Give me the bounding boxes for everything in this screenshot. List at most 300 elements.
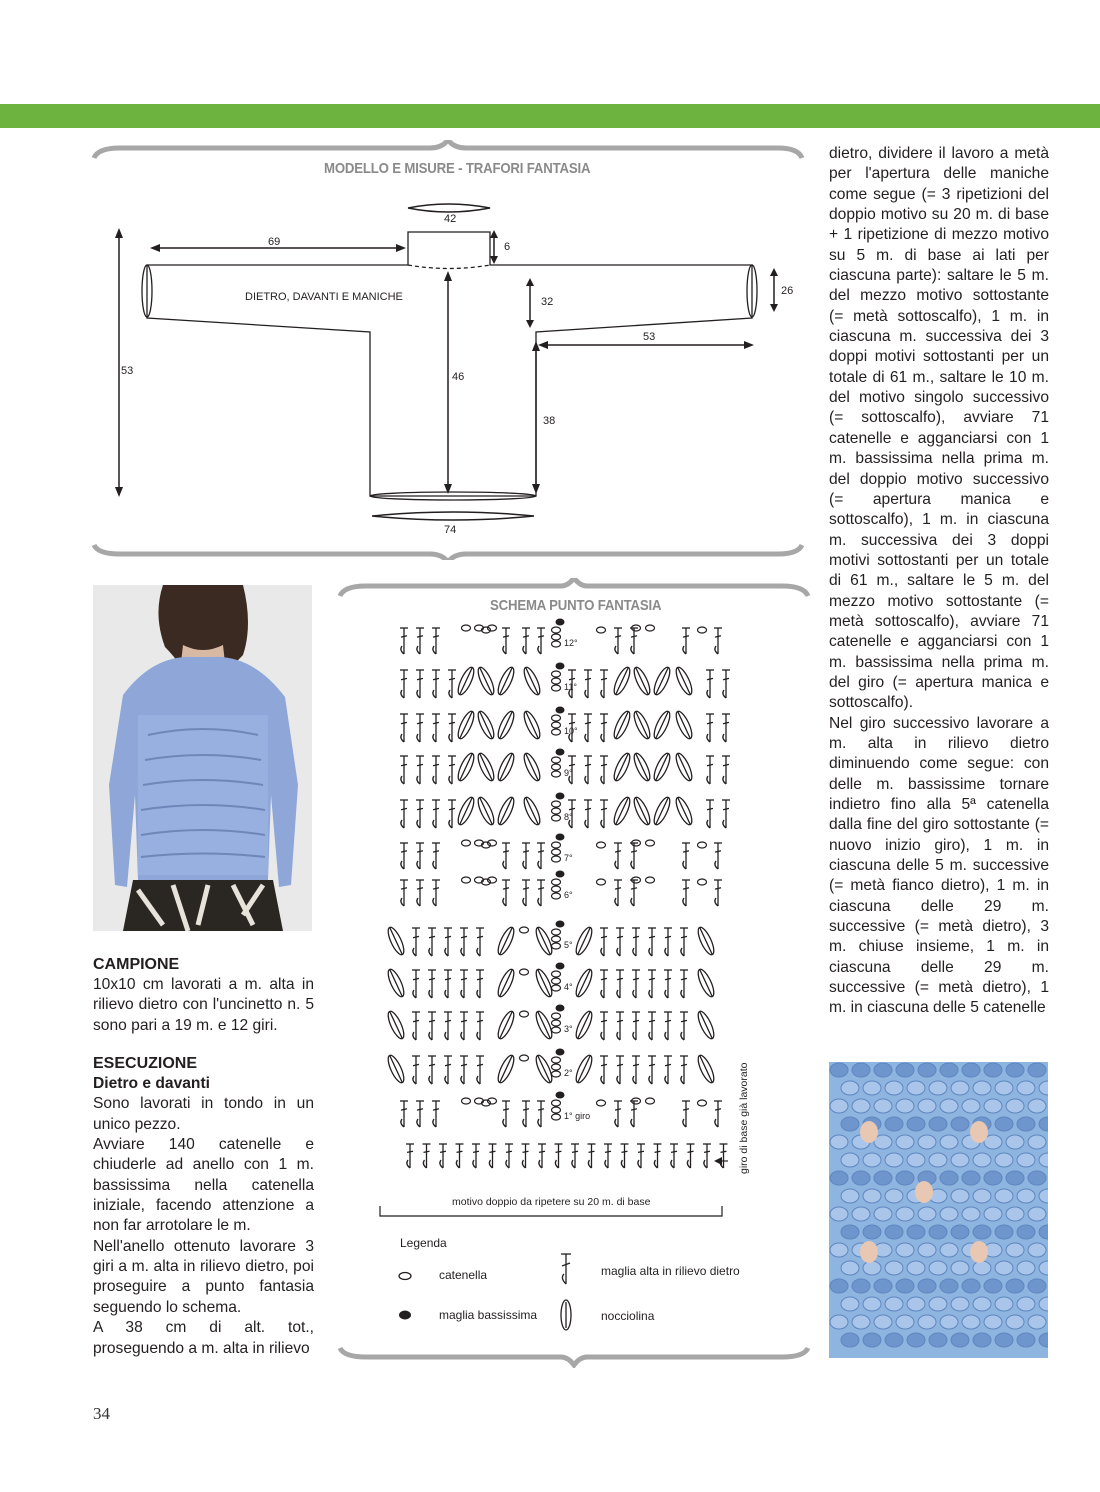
puff-symbol bbox=[651, 795, 673, 826]
swatch-stitch bbox=[984, 1099, 1002, 1113]
exec-para-1: Sono lavorati in tondo in un unico pezzo. bbox=[93, 1095, 314, 1133]
swatch-stitch bbox=[918, 1135, 936, 1149]
stitch-symbol bbox=[502, 880, 510, 906]
puff-symbol bbox=[631, 795, 653, 826]
puff-symbol bbox=[495, 665, 517, 696]
stitch-symbol bbox=[632, 928, 640, 956]
swatch-stitch bbox=[907, 1225, 925, 1239]
chain-symbol bbox=[552, 929, 561, 935]
slip-symbol bbox=[556, 871, 565, 878]
stitch-symbol bbox=[682, 1101, 690, 1127]
campione-text: 10x10 cm lavorati a m. alta in rilievo dietro con l'uncinetto n. 5 sono pari a 19 m. e 12 giri. bbox=[93, 976, 314, 1034]
puff-symbol bbox=[631, 709, 653, 740]
stitch-symbol bbox=[632, 1056, 640, 1084]
stitch-symbol bbox=[654, 1144, 662, 1168]
stitch-symbol bbox=[614, 843, 622, 869]
swatch-stitch bbox=[984, 1279, 1002, 1293]
swatch-stitch bbox=[852, 1315, 870, 1329]
puff-symbol bbox=[651, 709, 673, 740]
swatch-stitch bbox=[973, 1261, 991, 1275]
stitch-symbol bbox=[448, 714, 456, 742]
stitch-symbol bbox=[722, 670, 730, 698]
swatch-stitch bbox=[896, 1099, 914, 1113]
row-label: 3° bbox=[564, 1024, 573, 1034]
chain-symbol bbox=[552, 715, 561, 721]
swatch-stitch bbox=[885, 1153, 903, 1167]
stitch-symbol bbox=[687, 1144, 695, 1168]
stitch-symbol bbox=[714, 1101, 722, 1127]
stitch-symbol bbox=[714, 628, 722, 654]
stitch-symbol bbox=[428, 970, 436, 998]
stitch-symbol bbox=[400, 880, 408, 906]
swatch-stitch bbox=[1028, 1279, 1046, 1293]
swatch-stitch bbox=[984, 1207, 1002, 1221]
swatch-stitch bbox=[874, 1063, 892, 1077]
measure-sleeve-top: 69 bbox=[268, 236, 281, 248]
swatch-stitch bbox=[973, 1189, 991, 1203]
chain-symbol bbox=[552, 936, 561, 942]
stitch-symbol bbox=[416, 843, 424, 869]
swatch-stitch bbox=[973, 1153, 991, 1167]
swatch-stitch bbox=[830, 1315, 848, 1329]
measure-sleeve-end: 26 bbox=[781, 285, 794, 297]
stitch-symbol bbox=[722, 800, 730, 828]
chain-symbol bbox=[520, 927, 529, 933]
stitch-symbol bbox=[432, 670, 440, 698]
puff-symbol bbox=[533, 1053, 555, 1084]
swatch-stitch bbox=[951, 1189, 969, 1203]
stitch-symbol bbox=[600, 1056, 608, 1084]
swatch-stitch bbox=[918, 1315, 936, 1329]
chain-symbol bbox=[646, 840, 655, 846]
swatch-stitch bbox=[896, 1207, 914, 1221]
stitch-symbol bbox=[648, 1056, 656, 1084]
swatch-stitch bbox=[852, 1171, 870, 1185]
swatch-stitch bbox=[863, 1189, 881, 1203]
swatch-stitch bbox=[929, 1225, 947, 1239]
swatch-stitch bbox=[973, 1333, 991, 1347]
chain-symbol bbox=[597, 627, 606, 633]
stitch-symbol bbox=[664, 928, 672, 956]
chain-symbol bbox=[552, 801, 561, 807]
puff-symbol bbox=[533, 1009, 555, 1040]
stitch-symbol bbox=[400, 670, 408, 698]
section-subtitle: Dietro e davanti bbox=[93, 1075, 210, 1093]
chain-symbol bbox=[552, 893, 561, 899]
puff-symbol bbox=[611, 795, 633, 826]
stitch-symbol bbox=[456, 1144, 464, 1168]
slip-symbol bbox=[556, 619, 565, 626]
puff-symbol bbox=[673, 751, 695, 782]
stitch-symbol bbox=[476, 1056, 484, 1084]
row-label: 2° bbox=[564, 1068, 573, 1078]
swatch-stitch bbox=[907, 1117, 925, 1131]
legend-title: Legenda bbox=[400, 1236, 447, 1250]
chain-symbol bbox=[552, 971, 561, 977]
stitch-symbol bbox=[412, 1012, 420, 1040]
puff-symbol bbox=[495, 1053, 517, 1084]
stitch-symbol bbox=[614, 880, 622, 906]
stitch-symbol bbox=[522, 628, 530, 654]
stitch-symbol bbox=[722, 756, 730, 784]
puff-symbol bbox=[673, 709, 695, 740]
right-para-2: Nel giro successivo lavorare a m. alta in rilievo dietro diminuendo come segue: con delle m. bassissime tornare indietro fino alla 5ª catenella dalla fine del giro sottostante (= nuovo inizio giro), 1 m. in ciascuna delle 5 m. successive (= metà fianco dietro), 1 m. in ciascuna delle 29 m. successive (= metà dietro), 3 m. chiuse insieme, 1 m. in ciascuna delle 29 m. successive (= metà dietro), 1 m. in ciascuna delle 5 catenelle bbox=[829, 714, 1049, 1017]
swatch-stitch bbox=[918, 1279, 936, 1293]
chain-symbol bbox=[552, 985, 561, 991]
swatch-stitch bbox=[995, 1117, 1013, 1131]
swatch-stitch bbox=[918, 1063, 936, 1077]
slip-symbol bbox=[556, 749, 565, 756]
swatch-stitch bbox=[973, 1081, 991, 1095]
right-text-column bbox=[829, 144, 1049, 1019]
puff-symbol bbox=[475, 709, 497, 740]
stitch-symbol bbox=[600, 670, 608, 698]
chain-symbol bbox=[552, 722, 561, 728]
swatch-stitch bbox=[962, 1207, 980, 1221]
puff-symbol bbox=[495, 925, 517, 956]
schematic-label: DIETRO, DAVANTI E MANICHE bbox=[245, 291, 403, 303]
swatch-stitch bbox=[1028, 1207, 1046, 1221]
swatch-stitch bbox=[951, 1117, 969, 1131]
stitch-symbol bbox=[632, 1012, 640, 1040]
stitch-symbol bbox=[664, 970, 672, 998]
stitch-symbol bbox=[664, 1012, 672, 1040]
swatch-stitch bbox=[896, 1135, 914, 1149]
chain-symbol bbox=[698, 879, 707, 885]
swatch-eyelet bbox=[860, 1241, 878, 1263]
swatch-eyelet bbox=[970, 1121, 988, 1143]
stitch-symbol bbox=[412, 928, 420, 956]
swatch-stitch bbox=[984, 1315, 1002, 1329]
swatch-stitch bbox=[874, 1099, 892, 1113]
swatch-stitch bbox=[863, 1333, 881, 1347]
legend-fpdc: maglia alta in rilievo dietro bbox=[601, 1264, 740, 1278]
stitch-symbol bbox=[706, 714, 714, 742]
swatch-stitch bbox=[1028, 1243, 1046, 1257]
puff-symbol bbox=[455, 751, 477, 782]
stitch-symbol bbox=[502, 843, 510, 869]
stitch-symbol bbox=[600, 756, 608, 784]
puff-symbol bbox=[695, 1053, 717, 1084]
puff-symbol bbox=[573, 967, 595, 998]
swatch-stitch bbox=[863, 1225, 881, 1239]
swatch-stitch bbox=[907, 1153, 925, 1167]
swatch-stitch bbox=[940, 1315, 958, 1329]
swatch-stitch bbox=[852, 1279, 870, 1293]
swatch-stitch bbox=[896, 1171, 914, 1185]
stitch-symbol bbox=[428, 928, 436, 956]
swatch-stitch bbox=[1006, 1171, 1024, 1185]
puff-symbol bbox=[521, 665, 543, 696]
chain-symbol bbox=[552, 1071, 561, 1077]
row-label: 5° bbox=[564, 940, 573, 950]
puff-symbol bbox=[651, 665, 673, 696]
swatch-stitch bbox=[1006, 1207, 1024, 1221]
puff-symbol bbox=[521, 795, 543, 826]
chain-symbol bbox=[597, 842, 606, 848]
swatch-stitch bbox=[841, 1333, 859, 1347]
swatch-stitch bbox=[995, 1297, 1013, 1311]
stitch-symbol bbox=[432, 628, 440, 654]
chain-symbol bbox=[552, 634, 561, 640]
swatch-stitch bbox=[885, 1261, 903, 1275]
stitch-symbol bbox=[505, 1144, 513, 1168]
swatch-stitch bbox=[962, 1279, 980, 1293]
chain-symbol bbox=[552, 764, 561, 770]
stitch-symbol bbox=[714, 880, 722, 906]
stitch-symbol bbox=[416, 670, 424, 698]
swatch-stitch bbox=[830, 1243, 848, 1257]
stitch-symbol bbox=[555, 1144, 563, 1168]
stitch-symbol bbox=[600, 800, 608, 828]
stitch-symbol bbox=[502, 1101, 510, 1127]
swatch-stitch bbox=[940, 1099, 958, 1113]
swatch-stitch bbox=[951, 1225, 969, 1239]
puff-symbol bbox=[631, 751, 653, 782]
exec-para-3: Nell'anello ottenuto lavorare 3 giri a m. alta in rilievo dietro, poi proseguire a punto fantasia seguendo lo schema. bbox=[93, 1237, 314, 1316]
exec-para-2: Avviare 140 catenelle e chiuderle ad anello con 1 m. bassissima nella catenella iniziale, facendo attenzione a non far arrotolare le m. bbox=[93, 1136, 314, 1235]
swatch-stitch bbox=[1006, 1243, 1024, 1257]
measure-neck-height: 6 bbox=[504, 241, 511, 253]
swatch-stitch bbox=[852, 1099, 870, 1113]
stitch-symbol bbox=[680, 928, 688, 956]
swatch-stitch bbox=[830, 1279, 848, 1293]
stitch-symbol bbox=[537, 1101, 545, 1127]
swatch-stitch bbox=[962, 1063, 980, 1077]
chain-symbol bbox=[597, 1100, 606, 1106]
stitch-symbol bbox=[680, 970, 688, 998]
stitch-symbol bbox=[584, 670, 592, 698]
swatch-stitch bbox=[929, 1153, 947, 1167]
swatch-stitch bbox=[907, 1261, 925, 1275]
puff-symbol bbox=[495, 709, 517, 740]
swatch-stitch bbox=[874, 1279, 892, 1293]
stitch-symbol bbox=[522, 1144, 530, 1168]
stitch-symbol bbox=[460, 1012, 468, 1040]
stitch-symbol bbox=[448, 800, 456, 828]
swatch-stitch bbox=[830, 1099, 848, 1113]
chain-symbol bbox=[552, 685, 561, 691]
stitch-symbol bbox=[416, 756, 424, 784]
swatch-stitch bbox=[1017, 1225, 1035, 1239]
chain-symbol bbox=[552, 943, 561, 949]
slip-symbol bbox=[556, 921, 565, 928]
swatch-stitch bbox=[1017, 1333, 1035, 1347]
puff-symbol bbox=[455, 795, 477, 826]
puff-symbol bbox=[385, 1053, 407, 1084]
stitch-symbol bbox=[400, 1101, 408, 1127]
puff-symbol bbox=[475, 665, 497, 696]
puff-symbol bbox=[521, 751, 543, 782]
swatch-stitch bbox=[863, 1297, 881, 1311]
swatch-stitch bbox=[841, 1297, 859, 1311]
stitch-symbol bbox=[400, 843, 408, 869]
stitch-symbol bbox=[706, 670, 714, 698]
chain-symbol bbox=[552, 671, 561, 677]
chain-symbol bbox=[462, 625, 471, 631]
stitch-symbol bbox=[648, 970, 656, 998]
measure-body-length: 46 bbox=[452, 371, 465, 383]
stitch-symbol bbox=[537, 880, 545, 906]
stitch-symbol bbox=[416, 1101, 424, 1127]
swatch-stitch bbox=[1006, 1279, 1024, 1293]
swatch-stitch bbox=[929, 1081, 947, 1095]
swatch-stitch bbox=[984, 1063, 1002, 1077]
row-label: 8° bbox=[564, 812, 573, 822]
stitch-symbol bbox=[476, 928, 484, 956]
chain-symbol bbox=[646, 1098, 655, 1104]
stitch-symbol bbox=[706, 800, 714, 828]
swatch-stitch bbox=[896, 1063, 914, 1077]
swatch-stitch bbox=[951, 1153, 969, 1167]
chain-symbol bbox=[520, 1055, 529, 1061]
stitch-symbol bbox=[637, 1144, 645, 1168]
swatch-stitch bbox=[940, 1135, 958, 1149]
chain-symbol bbox=[552, 771, 561, 777]
stitch-symbol bbox=[714, 843, 722, 869]
chain-symbol bbox=[646, 877, 655, 883]
swatch-stitch bbox=[929, 1333, 947, 1347]
stitch-symbol bbox=[584, 800, 592, 828]
stitch-symbol bbox=[423, 1144, 431, 1168]
swatch-stitch bbox=[1017, 1153, 1035, 1167]
stitch-symbol bbox=[614, 1101, 622, 1127]
puff-symbol bbox=[533, 967, 555, 998]
stitch-symbol bbox=[432, 800, 440, 828]
stitch-symbol bbox=[584, 714, 592, 742]
chain-symbol bbox=[646, 625, 655, 631]
swatch-stitch bbox=[841, 1225, 859, 1239]
chain-symbol bbox=[552, 729, 561, 735]
stitch-symbol bbox=[448, 756, 456, 784]
swatch-stitch bbox=[995, 1189, 1013, 1203]
swatch-stitch bbox=[962, 1099, 980, 1113]
stitch-symbol bbox=[680, 1012, 688, 1040]
puff-symbol bbox=[533, 925, 555, 956]
stitch-symbol bbox=[460, 1056, 468, 1084]
swatch-stitch bbox=[841, 1153, 859, 1167]
chain-symbol bbox=[552, 815, 561, 821]
slip-symbol bbox=[556, 834, 565, 841]
stitch-symbol bbox=[400, 714, 408, 742]
sweater-photo bbox=[93, 585, 312, 931]
stitch-symbol bbox=[448, 670, 456, 698]
puff-symbol bbox=[495, 751, 517, 782]
measure-hem: 74 bbox=[444, 524, 457, 536]
chain-symbol bbox=[520, 1011, 529, 1017]
slip-symbol bbox=[556, 963, 565, 970]
swatch-stitch bbox=[962, 1171, 980, 1185]
chain-symbol bbox=[552, 808, 561, 814]
chain-symbol bbox=[552, 879, 561, 885]
row-label: 4° bbox=[564, 982, 573, 992]
chain-symbol bbox=[552, 849, 561, 855]
slip-symbol bbox=[556, 1005, 565, 1012]
stitch-symbol bbox=[630, 628, 638, 654]
stitch-symbol bbox=[621, 1144, 629, 1168]
slip-symbol bbox=[556, 663, 565, 670]
swatch-stitch bbox=[1028, 1099, 1046, 1113]
stitch-symbol bbox=[416, 714, 424, 742]
stitch-symbol bbox=[444, 970, 452, 998]
stitch-symbol bbox=[489, 1144, 497, 1168]
chain-symbol bbox=[552, 627, 561, 633]
puff-symbol bbox=[495, 795, 517, 826]
puff-symbol bbox=[573, 1009, 595, 1040]
swatch-stitch bbox=[885, 1081, 903, 1095]
puff-symbol bbox=[475, 795, 497, 826]
chain-symbol bbox=[520, 969, 529, 975]
swatch-stitch bbox=[874, 1171, 892, 1185]
swatch-stitch bbox=[973, 1225, 991, 1239]
stitch-symbol bbox=[588, 1144, 596, 1168]
exec-para-4: A 38 cm di alt. tot., proseguendo a m. alta in rilievo bbox=[93, 1319, 314, 1357]
stitch-symbol bbox=[720, 1144, 728, 1168]
slip-symbol bbox=[556, 707, 565, 714]
stitch-symbol bbox=[472, 1144, 480, 1168]
swatch-stitch bbox=[1006, 1135, 1024, 1149]
chain-symbol bbox=[552, 1057, 561, 1063]
stitch-symbol bbox=[416, 800, 424, 828]
swatch-stitch bbox=[830, 1207, 848, 1221]
chain-symbol bbox=[462, 877, 471, 883]
puff-symbol bbox=[495, 967, 517, 998]
swatch-stitch bbox=[863, 1261, 881, 1275]
stitch-symbol bbox=[600, 928, 608, 956]
swatch-stitch bbox=[951, 1261, 969, 1275]
stitch-symbol bbox=[522, 880, 530, 906]
esecuzione-heading: ESECUZIONE bbox=[93, 1055, 198, 1073]
stitch-symbol bbox=[502, 628, 510, 654]
stitch-symbol bbox=[432, 756, 440, 784]
chain-symbol bbox=[552, 856, 561, 862]
row-label: 1° giro bbox=[564, 1111, 591, 1121]
puff-symbol bbox=[611, 665, 633, 696]
chain-symbol bbox=[462, 1098, 471, 1104]
stitch-symbol bbox=[412, 1056, 420, 1084]
puff-symbol bbox=[385, 925, 407, 956]
row-label: 12° bbox=[564, 638, 578, 648]
stitch-symbol bbox=[432, 714, 440, 742]
swatch-stitch bbox=[940, 1063, 958, 1077]
swatch-stitch bbox=[874, 1207, 892, 1221]
swatch-stitch bbox=[940, 1243, 958, 1257]
puff-symbol bbox=[495, 1009, 517, 1040]
chain-symbol bbox=[552, 757, 561, 763]
legend-puff: nocciolina bbox=[601, 1309, 655, 1323]
stitch-symbol bbox=[476, 970, 484, 998]
stitch-symbol bbox=[682, 880, 690, 906]
slip-symbol bbox=[556, 1049, 565, 1056]
stitch-symbol bbox=[614, 628, 622, 654]
stitch-symbol bbox=[682, 628, 690, 654]
swatch-stitch bbox=[1028, 1063, 1046, 1077]
swatch-eyelet bbox=[915, 1181, 933, 1203]
swatch-stitch bbox=[951, 1333, 969, 1347]
page-number: 34 bbox=[93, 1404, 110, 1423]
swatch-stitch bbox=[841, 1117, 859, 1131]
chain-symbol bbox=[552, 978, 561, 984]
swatch-stitch bbox=[907, 1297, 925, 1311]
swatch-stitch bbox=[951, 1297, 969, 1311]
swatch-eyelet bbox=[970, 1241, 988, 1263]
swatch-stitch bbox=[830, 1135, 848, 1149]
swatch-stitch bbox=[885, 1117, 903, 1131]
swatch-stitch bbox=[907, 1081, 925, 1095]
swatch-stitch bbox=[995, 1225, 1013, 1239]
chain-symbol bbox=[552, 1114, 561, 1120]
stitch-symbol bbox=[648, 1012, 656, 1040]
